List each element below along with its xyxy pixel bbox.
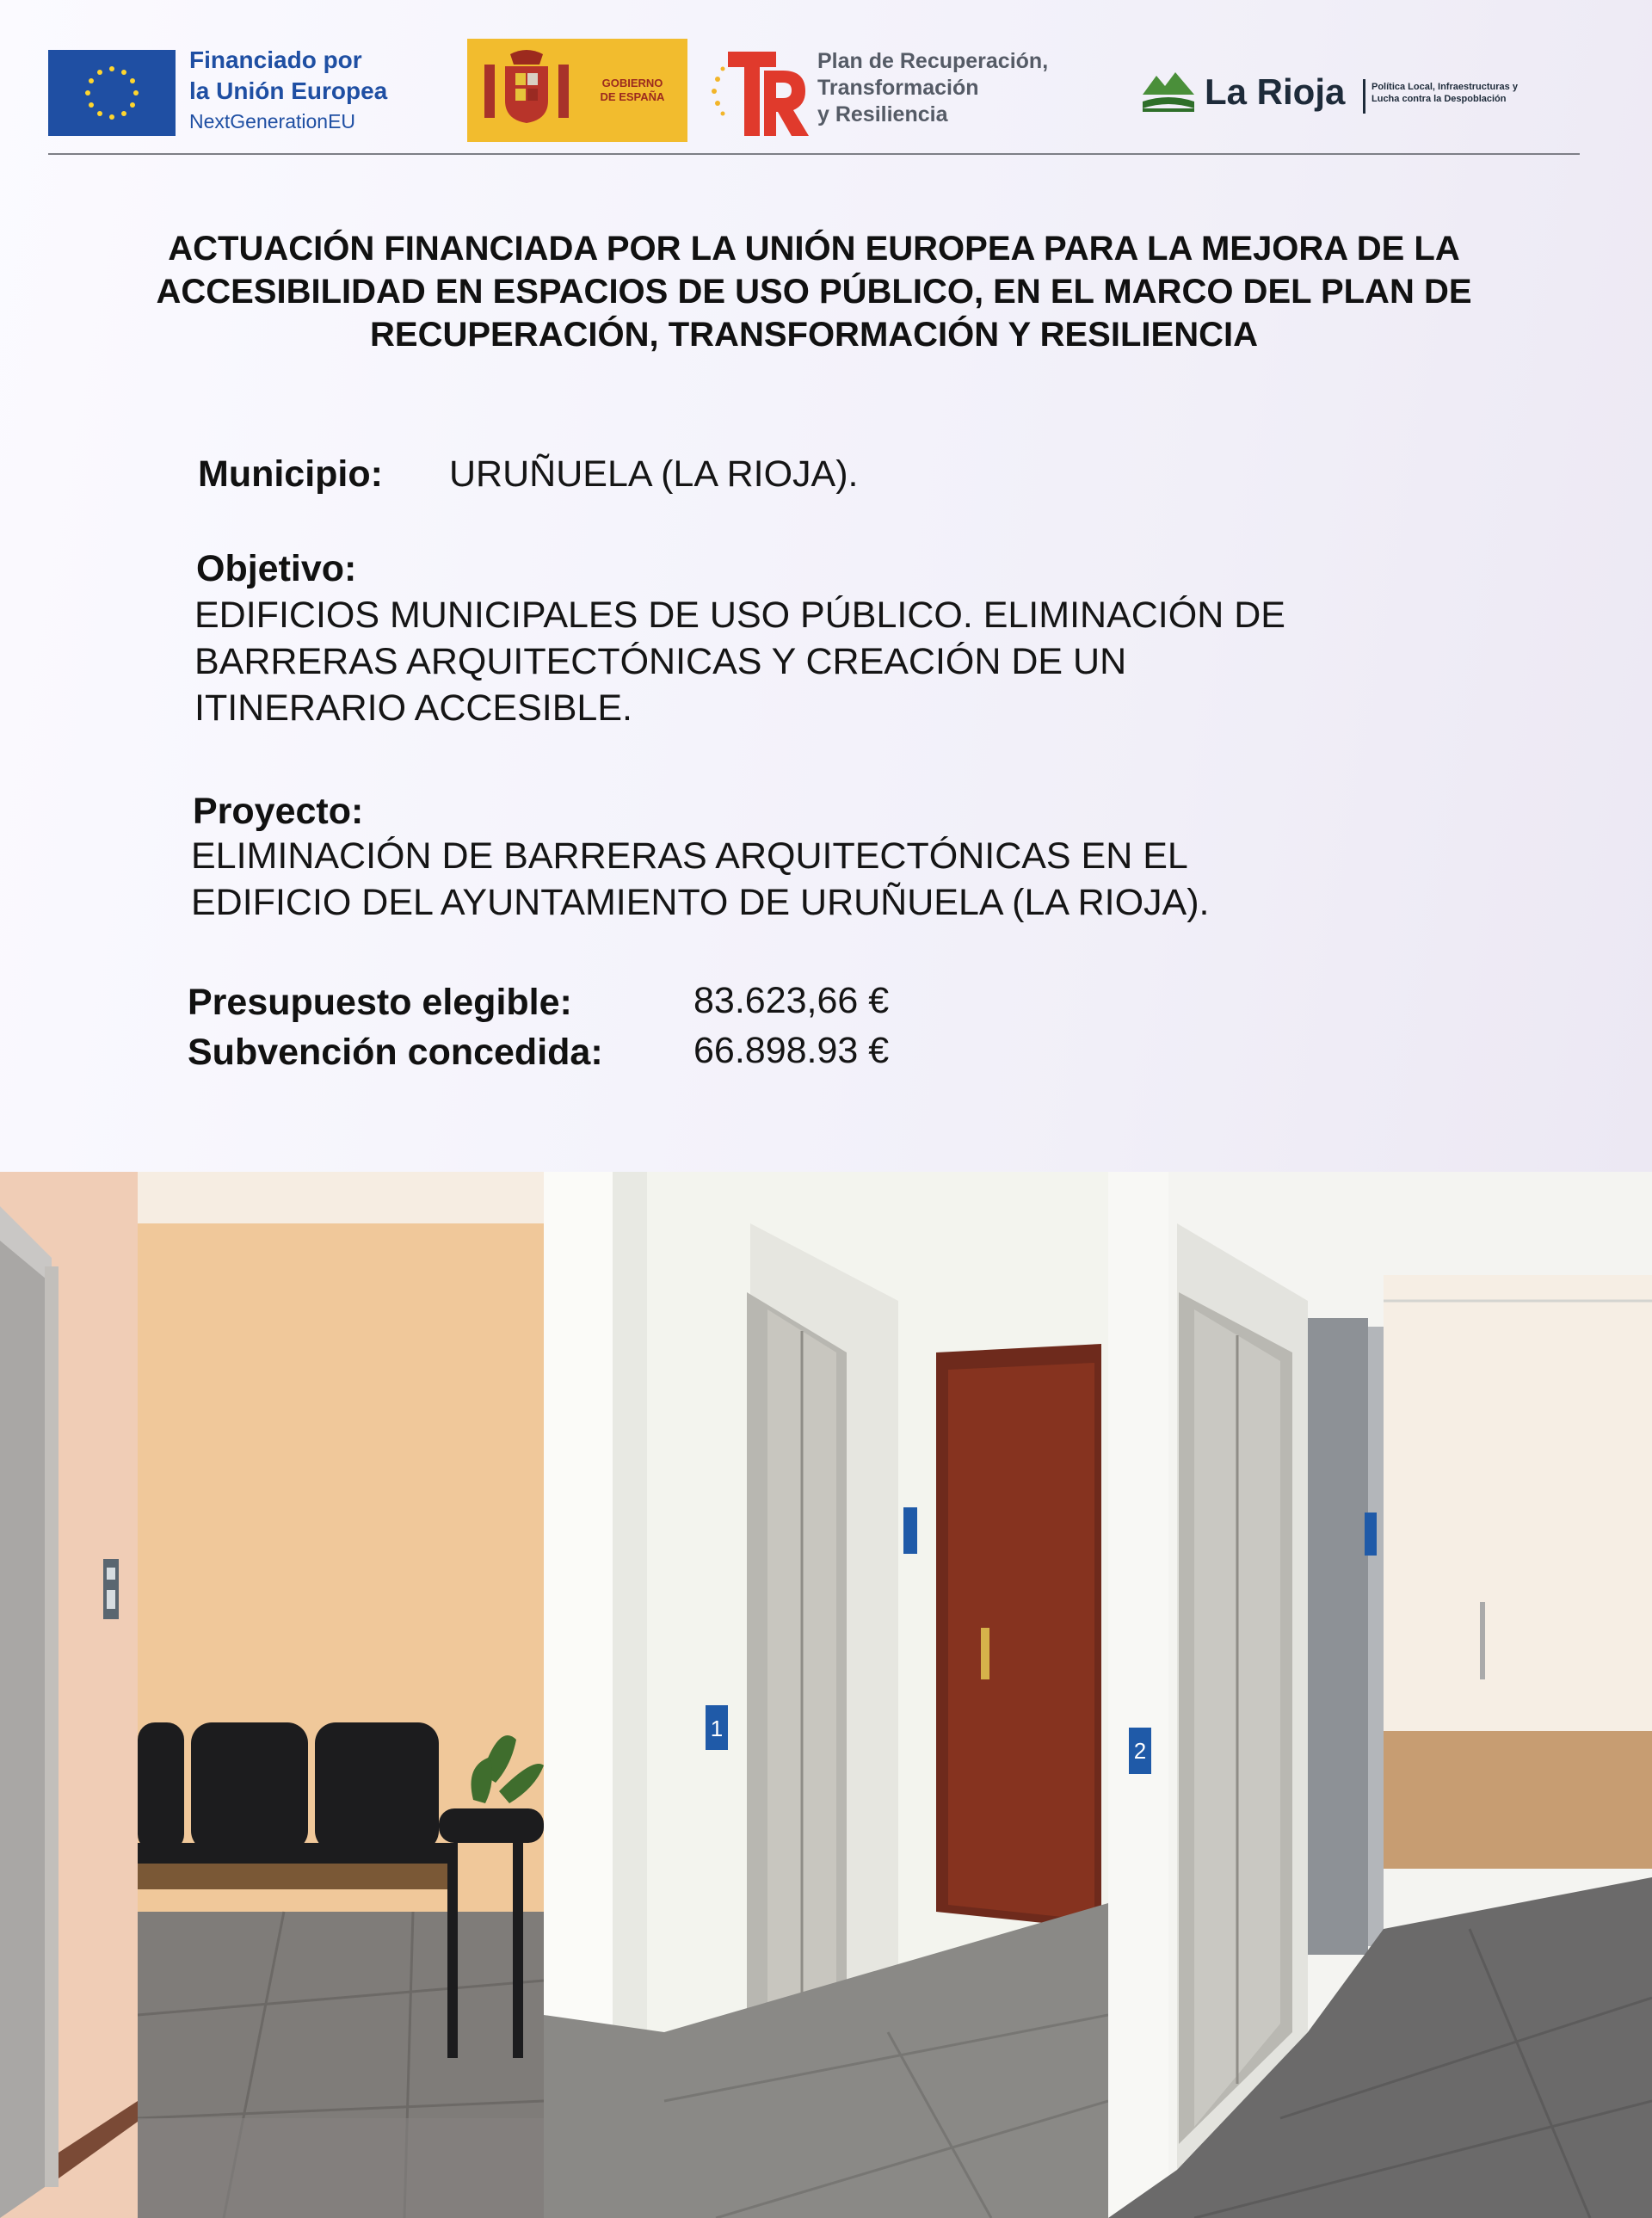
presupuesto-label: Presupuesto elegible:	[188, 982, 572, 1023]
proyecto-label: Proyecto:	[193, 791, 364, 832]
rioja-name: La Rioja	[1205, 71, 1346, 112]
proyecto-text	[191, 833, 1210, 926]
proyecto-line-2: EDIFICIO DEL AYUNTAMIENTO DE URUÑUELA (LA RIOJA).	[191, 882, 1210, 923]
gobierno-caption	[581, 77, 684, 104]
objetivo-line-1: EDIFICIOS MUNICIPALES DE USO PÚBLICO. ELIMINACIÓN DE	[194, 595, 1285, 636]
tr-logo-icon	[711, 45, 814, 139]
sign-heading	[48, 227, 1580, 356]
divider-line	[48, 153, 1580, 155]
lift-1-scene	[544, 1172, 1108, 2218]
objetivo-label: Objetivo:	[196, 548, 357, 589]
rioja-line-2: Lucha contra la Despoblación	[1372, 94, 1507, 104]
municipio-value: URUÑUELA (LA RIOJA).	[449, 453, 859, 495]
objetivo-line-3: ITINERARIO ACCESIBLE.	[194, 687, 632, 729]
rioja-line-1: Política Local, Infraestructuras y	[1372, 82, 1518, 92]
proyecto-line-1: ELIMINACIÓN DE BARRERAS ARQUITECTÓNICAS EN EL	[191, 835, 1188, 877]
photo-collage	[0, 1172, 1652, 2218]
heading-line-1: ACTUACIÓN FINANCIADA POR LA UNIÓN EUROPEA PARA LA MEJORA DE LA	[168, 230, 1460, 268]
lift-2-scene	[1108, 1172, 1652, 2218]
objetivo-line-2: BARRERAS ARQUITECTÓNICAS Y CREACIÓN DE UN	[194, 641, 1127, 682]
photo-lift-1	[544, 1172, 1108, 2218]
gobierno-line-2: DE ESPAÑA	[600, 90, 665, 103]
eu-line-1: Financiado por	[189, 46, 362, 73]
waiting-room-scene	[0, 1172, 544, 2218]
gobierno-line-1: GOBIERNO	[601, 77, 663, 89]
subvencion-value: 66.898.93 €	[693, 1030, 890, 1071]
gobierno-logo	[467, 39, 687, 142]
plan-line-2: Transformación	[817, 76, 979, 100]
municipio-label: Municipio:	[198, 453, 383, 495]
rioja-caption	[1372, 81, 1587, 105]
rioja-divider	[1363, 79, 1365, 114]
eu-caption	[189, 45, 387, 136]
plan-line-1: Plan de Recuperación,	[817, 49, 1049, 73]
eu-line-3: NextGenerationEU	[189, 110, 356, 132]
logo-bar	[0, 0, 1652, 155]
photo-waiting-room	[0, 1172, 544, 2218]
photo-lift-2	[1108, 1172, 1652, 2218]
floor-sign-2-text: 2	[1133, 1738, 1147, 1764]
heading-line-2: ACCESIBILIDAD EN ESPACIOS DE USO PÚBLICO, EN EL MARCO DEL PLAN DE	[156, 273, 1472, 311]
coat-of-arms-icon	[479, 47, 574, 133]
subvencion-label: Subvención concedida:	[188, 1032, 603, 1073]
heading-line-3: RECUPERACIÓN, TRANSFORMACIÓN Y RESILIENCIA	[370, 316, 1258, 354]
plan-caption	[817, 48, 1127, 128]
eu-line-2: la Unión Europea	[189, 77, 388, 104]
presupuesto-value: 83.623,66 €	[693, 980, 890, 1021]
objetivo-text	[194, 592, 1285, 731]
floor-sign-1-text: 1	[710, 1716, 724, 1741]
eu-flag-icon	[48, 50, 176, 136]
rioja-mountain-icon	[1141, 67, 1196, 114]
plan-line-3: y Resiliencia	[817, 102, 948, 126]
